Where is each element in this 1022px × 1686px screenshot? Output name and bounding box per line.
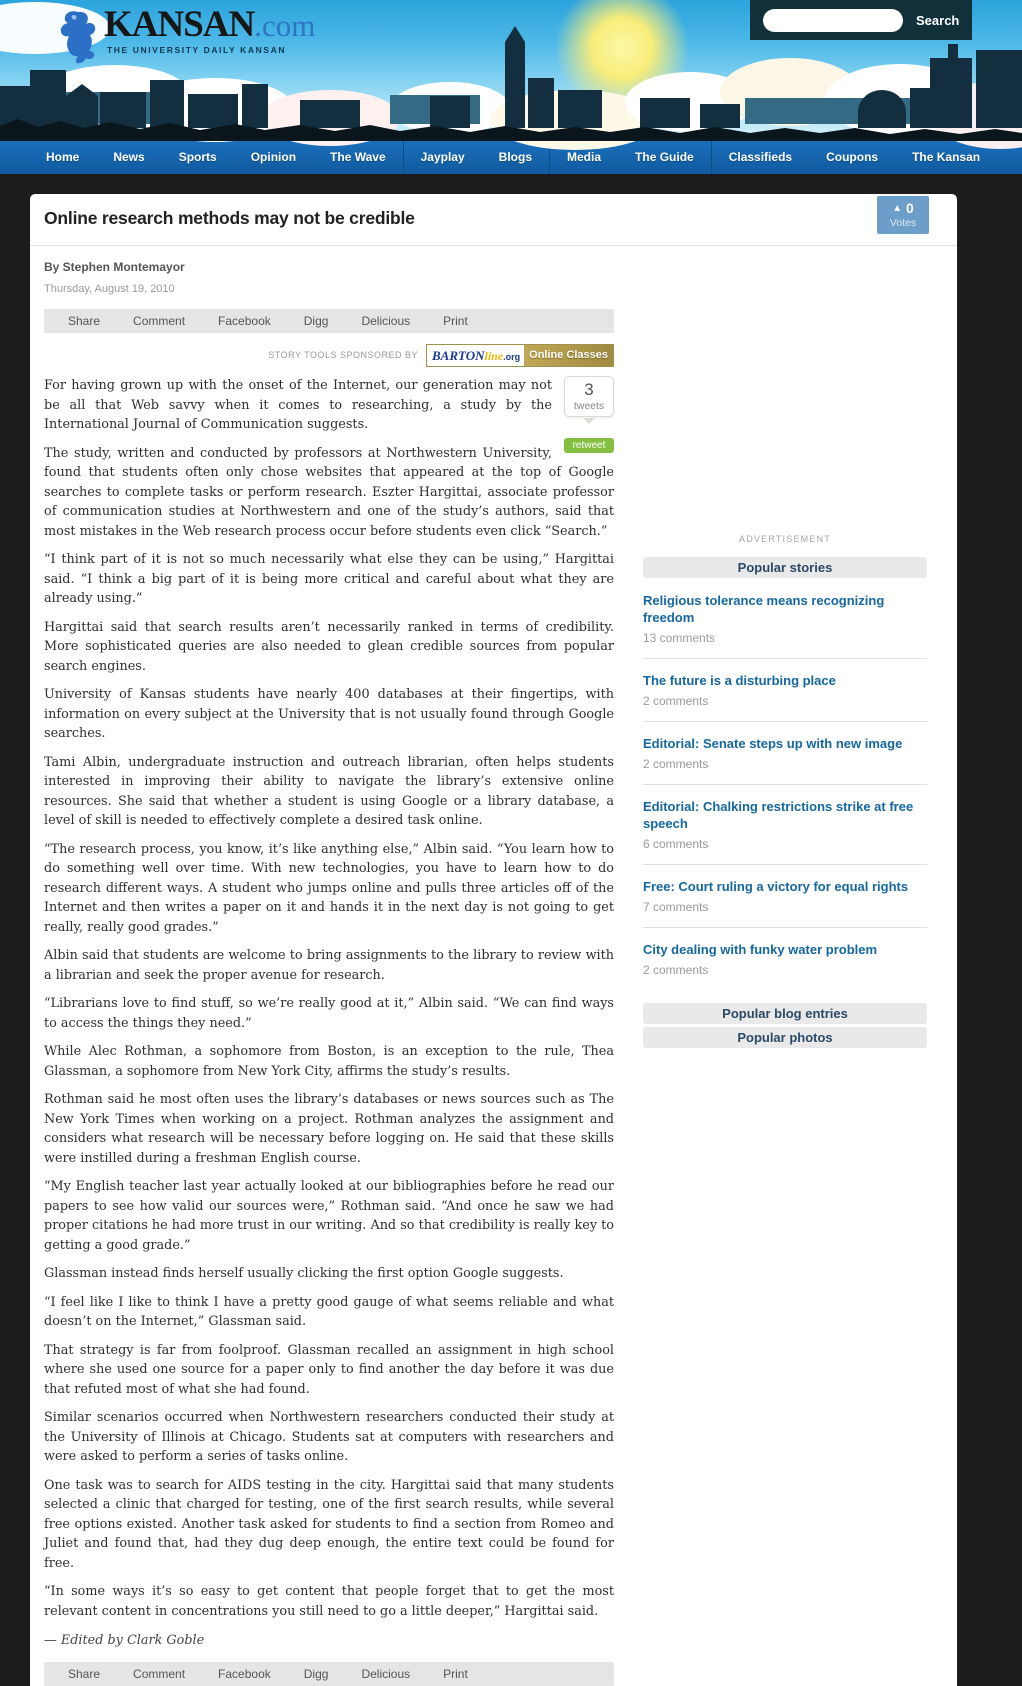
jayhawk-logo-icon: [58, 10, 100, 64]
search-input[interactable]: [763, 9, 903, 32]
article-title: Online research methods may not be credible: [44, 208, 415, 228]
nav-item[interactable]: Home: [46, 150, 80, 164]
nav-item[interactable]: Opinion: [250, 150, 297, 164]
barton-ad-text: Online Classes: [529, 349, 609, 361]
article-paragraph: The study, written and conducted by professors at Northwestern University, found that students often only chose websites that appeared at the top of Google searches to complete tasks or perform research. Eszter Hargittai, associate professor of communication studies at Northwestern and one of the study’s authors, said that most mistakes in the Web research process occur before students even click “Search.”: [44, 445, 614, 539]
retweet-button[interactable]: retweet: [564, 438, 614, 453]
article-paragraph: For having grown up with the onset of the Internet, our generation may not be all that Web savvy when it comes to researching, a study by the International Journal of Communication suggests.: [44, 378, 552, 432]
article-paragraph: That strategy is far from foolproof. Glassman recalled an assignment in high school where she used one source for a paper only to find another the day before it was due that refuted most of what she had found.: [44, 1342, 614, 1397]
sponsored-by-label: STORY TOOLS SPONSORED BY: [268, 350, 418, 360]
vote-badge[interactable]: [877, 196, 929, 234]
vote-label: Votes: [889, 217, 917, 229]
site-logo[interactable]: [58, 6, 315, 64]
share-tool-link[interactable]: Print: [443, 1667, 468, 1681]
article-paragraph: “I feel like I like to think I have a pretty good gauge of what seems reliable and what doesn’t on the Internet,” Glassman said.: [44, 1294, 614, 1329]
sponsor-row: [44, 343, 614, 367]
article-paragraph: Rothman said he most often uses the library’s databases or news sources such as The New York Times when working on a project. Rothman analyzes the assignment and considers what research will be necessary before logging on. He said that these skills were instilled during a freshman English course.: [44, 1092, 614, 1166]
popular-story: [643, 864, 927, 927]
share-tool-link[interactable]: Comment: [133, 1667, 186, 1681]
share-tool-link[interactable]: Delicious: [361, 1667, 411, 1681]
nav-item[interactable]: Blogs: [482, 141, 550, 174]
popular-story: [643, 784, 927, 864]
popular-story-link[interactable]: Religious tolerance means recognizing freedom: [643, 593, 885, 625]
nav-item[interactable]: The Kansan: [912, 150, 981, 164]
story-comment-count: 6 comments: [643, 837, 709, 851]
tweet-count-badge[interactable]: [564, 376, 614, 417]
popular-story-link[interactable]: Free: Court ruling a victory for equal rights: [643, 879, 909, 894]
logo-name: KANSAN: [104, 4, 255, 45]
popular-story-link[interactable]: Editorial: Senate steps up with new image: [643, 736, 903, 751]
popular-blog-entries-header[interactable]: Popular blog entries: [643, 1003, 927, 1024]
site-header: [0, 0, 1022, 141]
article-paragraph: “The research process, you know, it’s like anything else,” Albin said. “You learn how to do something well over time. With new technologies, you have to learn how to do research different ways. A student who jumps online and pulls three articles off of the Internet and then writes a paper on it and hands it in the next day is not going to get really, really good grades.”: [44, 841, 614, 935]
article-paragraph: “Librarians love to find stuff, so we’re really good at it,” Albin said. “We can find ways to access the things they need.”: [44, 996, 614, 1031]
tweet-count-label: tweets: [573, 400, 605, 412]
editor-note: — Edited by Clark Goble: [44, 1633, 205, 1648]
logo-wordmark: [104, 4, 316, 45]
title-divider: [30, 245, 957, 246]
nav-item[interactable]: Coupons: [826, 150, 879, 164]
article-date: Thursday, August 19, 2010: [44, 283, 175, 295]
share-tool-link[interactable]: Delicious: [361, 314, 411, 328]
logo-tld: .com: [254, 8, 316, 43]
nav-item[interactable]: Jayplay: [420, 150, 465, 164]
search-button[interactable]: Search: [916, 12, 960, 28]
popular-story-link[interactable]: Editorial: Chalking restrictions strike at free speech: [643, 799, 914, 831]
popular-story: [643, 927, 927, 990]
sidebar: [643, 534, 927, 1048]
article-paragraph: Albin said that students are welcome to bring assignments to the library to review with a librarian and seek the proper avenue for research.: [44, 948, 614, 983]
article-paragraphs: [44, 376, 614, 1621]
article-byline: By Stephen Montemayor: [44, 260, 185, 274]
tweet-count: 3: [584, 380, 594, 399]
article-paragraph: University of Kansas students have nearly 400 databases at their fingertips, with information on every subject at the University that is not usually found through Google searches.: [44, 687, 614, 741]
nav-item[interactable]: Media: [567, 150, 602, 164]
share-tool-link[interactable]: Comment: [133, 314, 186, 328]
share-tool-link[interactable]: Share: [68, 1667, 101, 1681]
nav-list: [0, 141, 1022, 174]
share-toolbar-top: [44, 309, 614, 333]
nav-item[interactable]: Sports: [178, 150, 217, 164]
article-paragraph: “My English teacher last year actually looked at our bibliographies before he read our papers to see how valid our sources were,” Rothman said. “And once he saw we had proper citations he had more trust in our writing. And so that credibility is really key to getting a good grade.”: [44, 1179, 614, 1253]
tweet-widget: [564, 376, 614, 453]
article-paragraph: Tami Albin, undergraduate instruction and outreach librarian, often helps students interested in improving their ability to navigate the library’s extensive online resources. She said that whether a student is using Google or a library database, a level of skill is needed to effectively complete a desired task online.: [44, 754, 614, 828]
story-comment-count: 2 comments: [643, 694, 709, 708]
barton-ad-logo: BARTONline.org: [427, 345, 524, 366]
popular-story: [643, 658, 927, 721]
content-card: [30, 194, 957, 1686]
share-tool-link[interactable]: Digg: [303, 1667, 329, 1681]
advertisement-label: ADVERTISEMENT: [739, 534, 831, 544]
share-tool-link[interactable]: Facebook: [218, 314, 271, 328]
popular-stories-header[interactable]: Popular stories: [643, 557, 927, 578]
nav-item[interactable]: Classifieds: [728, 150, 793, 164]
vote-count: 0: [906, 200, 914, 216]
story-comment-count: 2 comments: [643, 757, 709, 771]
nav-item[interactable]: News: [113, 150, 145, 164]
nav-item[interactable]: The Wave: [313, 141, 404, 174]
vote-count-row: [877, 200, 929, 217]
popular-photos-header[interactable]: Popular photos: [643, 1027, 927, 1048]
logo-tagline: THE UNIVERSITY DAILY KANSAN: [107, 45, 287, 55]
article-paragraph: Hargittai said that search results aren’t necessarily ranked in terms of credibility. More sophisticated queries are also needed to glean credible sources from popular search engines.: [44, 619, 614, 674]
article-paragraph: “I think part of it is not so much necessarily what else they can be using,” Hargittai said. “I think a big part of it is being more critical and careful about what they are already using.”: [44, 552, 614, 606]
tweet-pointer-icon: [583, 418, 595, 430]
article-paragraph: Similar scenarios occurred when Northwestern researchers conducted their study at the University of Illinois at Chicago. Students sat at computers with researchers and were asked to perform a series of tasks online.: [44, 1410, 614, 1464]
story-comment-count: 13 comments: [643, 631, 716, 645]
share-toolbar-bottom: [44, 1662, 614, 1686]
nav-item[interactable]: The Guide: [618, 141, 712, 174]
share-tool-link[interactable]: Print: [443, 314, 468, 328]
share-tool-link[interactable]: Share: [68, 314, 101, 328]
story-comment-count: 7 comments: [643, 900, 709, 914]
article-paragraph: One task was to search for AIDS testing in the city. Hargittai said that many students selected a clinic that charged for testing, one of the first search results, while several free options existed. Another task asked for students to find a section from Romeo and Juliet and found that, had they dug deep enough, the entire text could be found for free.: [44, 1477, 614, 1571]
popular-story-link[interactable]: The future is a disturbing place: [643, 673, 836, 688]
article-paragraph: While Alec Rothman, a sophomore from Boston, is an exception to the rule, Thea Glassman, a sophomore from New York City, affirms the study’s results.: [44, 1044, 614, 1079]
search-panel: [750, 0, 972, 40]
share-tool-link[interactable]: Facebook: [218, 1667, 271, 1681]
popular-story-link[interactable]: City dealing with funky water problem: [643, 942, 878, 957]
barton-ad-banner[interactable]: [426, 344, 614, 367]
article-paragraph: Glassman instead finds herself usually clicking the first option Google suggests.: [44, 1266, 564, 1281]
popular-story: [643, 721, 927, 784]
article-column: [44, 309, 614, 1686]
share-tool-link[interactable]: Digg: [303, 314, 329, 328]
main-nav: [0, 141, 1022, 174]
vote-up-arrow-icon: ▲: [892, 203, 903, 214]
article-body: [44, 376, 614, 1686]
story-comment-count: 2 comments: [643, 963, 709, 977]
popular-stories-list: [643, 592, 927, 990]
popular-story: [643, 592, 927, 658]
article-paragraph: “In some ways it’s so easy to get content that people forget that to get the most relevant content in concentrations you still need to go a little deeper,” Hargittai said.: [44, 1584, 614, 1619]
